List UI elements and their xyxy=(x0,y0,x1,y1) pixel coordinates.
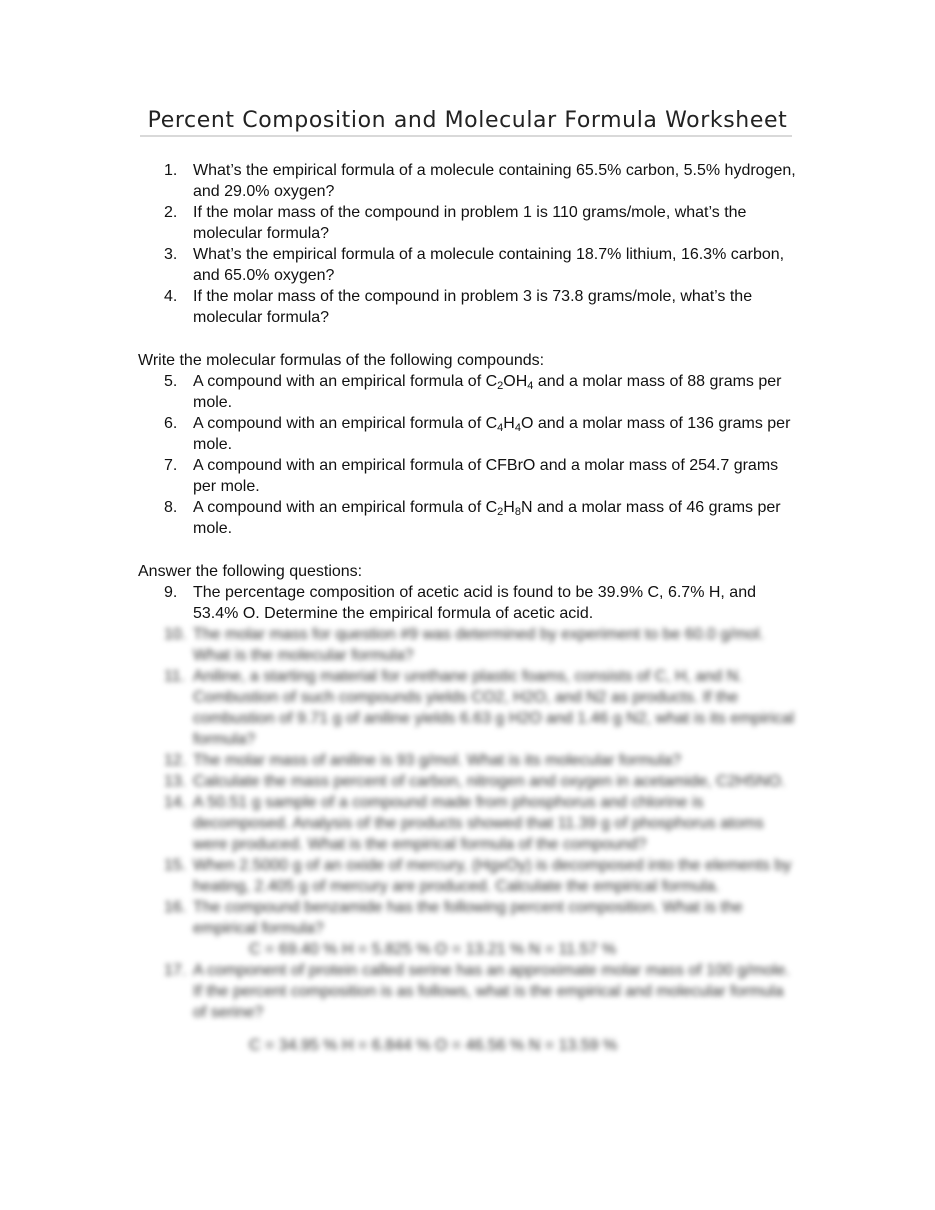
list-item: 11. Aniline, a starting material for urethane plastic foams, consists of C, H, and N. Combustion of such compounds yields CO2, H2O, and N2 as products. If the combustion of 9.71 g of aniline yields 6.63 g H2O and 1.46 g N2, what is its empirical formula? xyxy=(164,668,795,748)
list-item: 9. The percentage composition of acetic acid is found to be 39.9% C, 6.7% H, and 53.4% O. Determine the empirical formula of acetic acid. xyxy=(164,584,756,622)
question-text: Aniline, a starting material for urethane plastic foams, consists of C, H, and N. Combustion of such compounds yields CO2, H2O, and N2 as products. If the combustion of 9.71 g of aniline yields 6.63 g H2O and 1.46 g N2, what is its empirical formula? xyxy=(193,668,795,748)
question-text: The molar mass for question #9 was determined by experiment to be 60.0 g/mol. What is the molecular formula? xyxy=(193,626,764,664)
section3-list xyxy=(138,582,798,1056)
list-item: 8. A compound with an empirical formula of $C_2H_8N$ and a molar mass of 46 grams per mole. xyxy=(164,499,781,537)
composition-line: C = 34.95 % H = 6.844 % O = 46.56 % N = 13.59 % xyxy=(249,1037,618,1054)
section2-heading: Write the molecular formulas of the following compounds: xyxy=(138,352,545,369)
question-text: A compound with an empirical formula of $C_2H_8N$ and a molar mass of 46 grams per mole. xyxy=(193,499,781,537)
page-title: Percent Composition and Molecular Formula Worksheet xyxy=(147,108,788,133)
list-item: 12. The molar mass of aniline is 93 g/mol. What is its molecular formula? xyxy=(164,752,682,769)
list-item: 16. The compound benzamide has the following percent composition. What is the empirical formula? C = 69.40 % H = 5.825 % O = 13.21 % N = 11.57 % xyxy=(138,897,798,960)
list-item: 15. When 2.5000 g of an oxide of mercury, (HgxOy) is decomposed into the elements by heating, 2.405 g of mercury are produced. Calculate the empirical formula. xyxy=(164,857,792,895)
question-text: When 2.5000 g of an oxide of mercury, (HgxOy) is decomposed into the elements by heating, 2.405 g of mercury are produced. Calculate the empirical formula. xyxy=(193,857,792,895)
list-item: 4. If the molar mass of the compound in problem 3 is 73.8 grams/mole, what’s the molecular formula? xyxy=(164,288,753,326)
list-item: 3. What’s the empirical formula of a molecule containing 18.7% lithium, 16.3% carbon, and 65.0% oxygen? xyxy=(164,246,785,284)
list-item: 1. What’s the empirical formula of a molecule containing 65.5% carbon, 5.5% hydrogen, and 29.0% oxygen? xyxy=(164,162,796,200)
composition-line: C = 69.40 % H = 5.825 % O = 13.21 % N = 11.57 % xyxy=(249,941,617,958)
question-text: A 50.51 g sample of a compound made from phosphorus and chlorine is decomposed. Analysis of the products showed that 11.39 g of phosphorus atoms were produced. What is the empirical formula of the compound? xyxy=(193,794,764,853)
question-text: A compound with an empirical formula of CFBrO and a molar mass of 254.7 grams per mole. xyxy=(193,457,779,495)
section3-heading: Answer the following questions: xyxy=(138,563,363,580)
list-item: 13. Calculate the mass percent of carbon, nitrogen and oxygen in acetamide, C2H5NO. xyxy=(164,773,786,790)
list-item: 10. The molar mass for question #9 was determined by experiment to be 60.0 g/mol. What is the molecular formula? xyxy=(164,626,764,664)
question-text: The compound benzamide has the following percent composition. What is the empirical formula? xyxy=(193,899,743,937)
section2-list xyxy=(138,371,798,539)
question-text: Calculate the mass percent of carbon, nitrogen and oxygen in acetamide, C2H5NO. xyxy=(193,773,786,790)
question-text: The percentage composition of acetic acid is found to be 39.9% C, 6.7% H, and 53.4% O. Determine the empirical formula of acetic acid. xyxy=(193,584,756,622)
list-item: 17. A component of protein called serine has an approximate molar mass of 100 g/mole. If the percent composition is as follows, what is the empirical and molecular formula of serine? C = 34.95 % H = 6.844 % O = 46.56 % N = 13.59 % xyxy=(138,960,798,1056)
list-item: 6. A compound with an empirical formula of $C_4H_4O$ and a molar mass of 136 grams per mole. xyxy=(164,415,791,453)
list-item: 7. A compound with an empirical formula of CFBrO and a molar mass of 254.7 grams per mole. xyxy=(164,457,779,495)
question-text: What’s the empirical formula of a molecule containing 65.5% carbon, 5.5% hydrogen, and 29.0% oxygen? xyxy=(193,162,796,200)
question-text: A compound with an empirical formula of $C_4H_4O$ and a molar mass of 136 grams per mole. xyxy=(193,415,791,453)
section1-list xyxy=(138,160,798,328)
question-text: A component of protein called serine has an approximate molar mass of 100 g/mole. If the percent composition is as follows, what is the empirical and molecular formula of serine? xyxy=(193,962,790,1021)
question-text: The molar mass of aniline is 93 g/mol. What is its molecular formula? xyxy=(193,752,682,769)
title-underline xyxy=(140,135,792,137)
question-text: What’s the empirical formula of a molecule containing 18.7% lithium, 16.3% carbon, and 65.0% oxygen? xyxy=(193,246,785,284)
list-item: 2. If the molar mass of the compound in problem 1 is 110 grams/mole, what’s the molecular formula? xyxy=(164,204,747,242)
list-item: 14. A 50.51 g sample of a compound made from phosphorus and chlorine is decomposed. Analysis of the products showed that 11.39 g of phosphorus atoms were produced. What is the empirical formula of the compound? xyxy=(164,794,764,853)
list-item: 5. A compound with an empirical formula of $C_2OH_4$ and a molar mass of 88 grams per mole. xyxy=(164,373,782,411)
question-text: A compound with an empirical formula of $C_2OH_4$ and a molar mass of 88 grams per mole. xyxy=(193,373,782,411)
question-text: If the molar mass of the compound in problem 3 is 73.8 grams/mole, what’s the molecular formula? xyxy=(193,288,753,326)
question-text: If the molar mass of the compound in problem 1 is 110 grams/mole, what’s the molecular formula? xyxy=(193,204,747,242)
